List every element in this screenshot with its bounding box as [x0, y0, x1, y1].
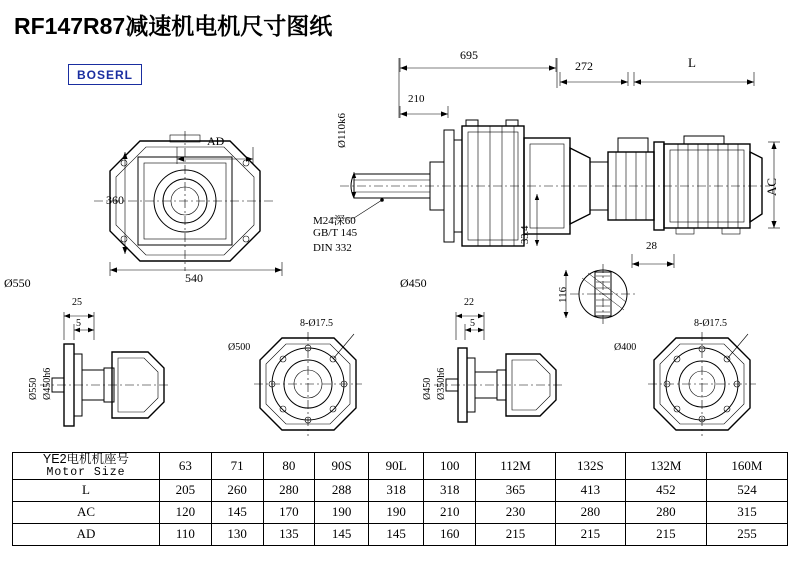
table-cell: 145 [315, 523, 369, 545]
dim-label-d550-side: Ø550 [28, 377, 39, 400]
table-col-header: 112M [476, 453, 556, 480]
dim-label-28: 28 [646, 240, 657, 252]
table-cell: 288 [315, 479, 369, 501]
dim-label-33-4: 33.4 [520, 225, 531, 244]
dim-label-holes-2: 8-Ø17.5 [694, 318, 728, 329]
table-col-header: 63 [160, 453, 212, 480]
dim-label-540: 540 [185, 271, 203, 285]
table-cell: 145 [368, 523, 423, 545]
table-cell: 230 [476, 501, 556, 523]
dim-label-holes-1: 8-Ø17.5 [300, 318, 334, 329]
dim-22-5-block [452, 306, 512, 336]
dim-label-d500: Ø500 [228, 342, 251, 353]
row-label-AD: AD [13, 523, 160, 545]
row-label-L: L [13, 479, 160, 501]
row-label-AC: AC [13, 501, 160, 523]
dim-label-AC: AC [764, 177, 779, 196]
assembly-side-view [340, 100, 770, 260]
table-row [13, 501, 788, 523]
dim-label-5b: 5 [470, 318, 475, 329]
table-cell: 452 [625, 479, 706, 501]
dim-label-d350h6: Ø350h6 [436, 367, 447, 400]
table-cell: 215 [555, 523, 625, 545]
dim-label-25: 25 [72, 297, 82, 308]
dim-label-d450-main: Ø450 [400, 276, 427, 290]
table-cell: 413 [555, 479, 625, 501]
table-row [13, 479, 788, 501]
dim-L-line [632, 72, 756, 86]
table-row [13, 523, 788, 545]
table-col-header: 132M [625, 453, 706, 480]
table-cell: 365 [476, 479, 556, 501]
dim-33-4-line [532, 192, 542, 248]
dim-label-d110k6: Ø110k6 [336, 112, 348, 148]
table-header-row [13, 453, 788, 480]
table-cell: 280 [555, 501, 625, 523]
dim-label-d450h6: Ø450h6 [42, 367, 53, 400]
table-cell: 190 [315, 501, 369, 523]
table-col-header: 71 [211, 453, 263, 480]
dim-label-L: L [688, 55, 696, 70]
table-cell: 210 [424, 501, 476, 523]
page-title: RF147R87减速机电机尺寸图纸 [14, 13, 333, 39]
dim-695-line [398, 58, 558, 72]
table-col-header: 80 [263, 453, 315, 480]
table-cell: 110 [160, 523, 212, 545]
dim-label-22: 22 [464, 297, 474, 308]
dim-272-line [558, 72, 630, 86]
table-cell: 318 [424, 479, 476, 501]
table-cell: 280 [263, 479, 315, 501]
table-cell: 190 [368, 501, 423, 523]
motor-size-table [12, 452, 788, 546]
flange-400-face-view [652, 336, 752, 432]
flange-450-side-view [434, 340, 564, 430]
dim-28-line [630, 254, 676, 268]
table-col-header: 90L [368, 453, 423, 480]
table-col-header: 100 [424, 453, 476, 480]
dim-label-272: 272 [575, 59, 593, 73]
flange-500-face-view [258, 336, 358, 432]
dim-label-360: 360 [106, 193, 124, 207]
dim-label-116: 116 [557, 286, 569, 303]
table-header-label [13, 453, 160, 480]
dim-210-line [398, 104, 450, 118]
table-cell: 524 [706, 479, 787, 501]
dim-25-5-block [60, 306, 120, 336]
shaft-key-section [568, 264, 638, 324]
dim-label-d400: Ø400 [614, 342, 637, 353]
table-cell: 145 [211, 501, 263, 523]
table-col-header: 160M [706, 453, 787, 480]
table-col-header: 132S [555, 453, 625, 480]
table-cell: 215 [625, 523, 706, 545]
table-cell: 160 [424, 523, 476, 545]
table-cell: 315 [706, 501, 787, 523]
table-header-en: Motor Size [46, 465, 126, 479]
table-cell: 205 [160, 479, 212, 501]
table-cell: 318 [368, 479, 423, 501]
dim-label-210: 210 [408, 93, 425, 105]
dim-label-d450-side: Ø450 [422, 377, 433, 400]
thread-callout-m24: M24深60 [313, 215, 356, 227]
table-cell: 215 [476, 523, 556, 545]
flange-550-side-view [40, 340, 170, 430]
thread-std-din332: DIN 332 [313, 242, 352, 254]
table-cell: 255 [706, 523, 787, 545]
brand-logo: BOSERL [68, 64, 142, 85]
table-col-header: 90S [315, 453, 369, 480]
table-cell: 260 [211, 479, 263, 501]
table-cell: 135 [263, 523, 315, 545]
dim-label-ad: AD [207, 134, 225, 148]
table-cell: 280 [625, 501, 706, 523]
thread-std-gbt145: GB/T 145 [313, 227, 358, 239]
dim-label-d550-main: Ø550 [4, 276, 31, 290]
table-cell: 130 [211, 523, 263, 545]
table-cell: 120 [160, 501, 212, 523]
table-cell: 170 [263, 501, 315, 523]
table-header-cn: YE2电机机座号 [42, 452, 130, 466]
dim-label-695: 695 [460, 48, 478, 62]
dim-label-5a: 5 [76, 318, 81, 329]
